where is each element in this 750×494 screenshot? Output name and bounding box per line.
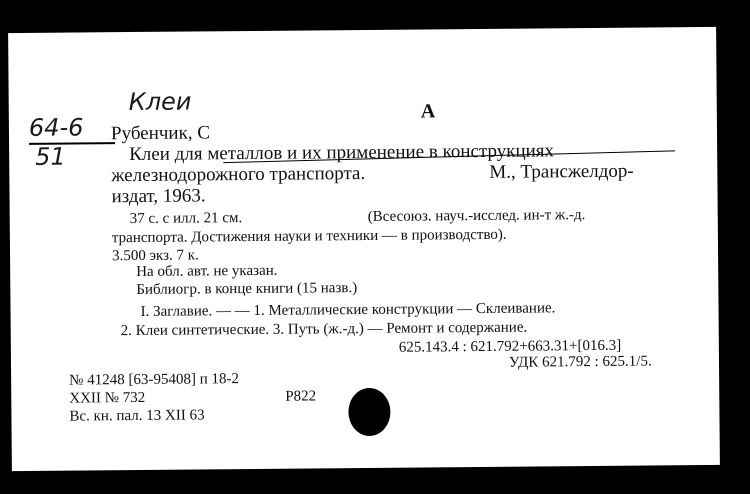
record-number: № 41248 [63-95408] п 18-2	[69, 371, 240, 389]
tracing-1: I. Заглавие. — — 1. Металлические конструкции — Склеивание.	[140, 300, 556, 320]
call-number-bottom: 51	[35, 142, 66, 171]
print-run-price: 3.500 экз. 7 к.	[111, 247, 199, 265]
handwritten-topic: Клеи	[128, 87, 192, 117]
catalog-card	[8, 27, 720, 471]
place-publisher: М., Трансжелдор-	[489, 160, 634, 183]
registry-date: Вс. кн. пал. 13 XII 63	[69, 407, 205, 425]
note-1: На обл. авт. не указан.	[136, 262, 278, 280]
series-number: XXII № 732	[69, 389, 146, 407]
card-letter: А	[420, 100, 436, 123]
note-2: Библиогр. в конце книги (15 назв.)	[136, 280, 358, 298]
code: Р822	[285, 388, 317, 405]
punch-hole	[348, 388, 390, 436]
tracing-2: 2. Клеи синтетические. 3. Путь (ж.-д.) — Ремонт и содержание.	[120, 319, 528, 340]
call-number-top: 64-6	[28, 113, 84, 142]
series-line-2: транспорта. Достижения науки и техники — в производство).	[111, 226, 507, 247]
heading-author: Рубенчик, С	[110, 122, 211, 145]
collation: 37 с. с илл. 21 см.	[129, 210, 243, 228]
series-line-1: (Всесоюз. науч.-исслед. ин-т ж.-д.	[367, 207, 586, 225]
title-line-2: железнодорожного транспорта.	[111, 162, 366, 187]
title-line-1: Клеи для металлов и их применение в конструкциях	[129, 140, 555, 166]
publisher-year: издат, 1963.	[111, 185, 206, 208]
classification: 625.143.4 : 621.792+663.31+[016.3]	[398, 337, 622, 356]
udc: УДК 621.792 : 625.1/5.	[508, 353, 652, 371]
